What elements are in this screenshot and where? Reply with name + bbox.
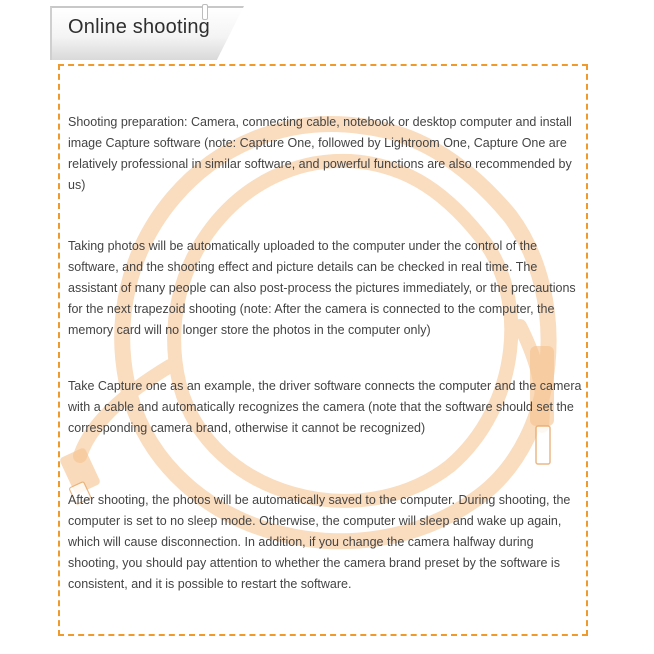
paragraph-auto-upload: Taking photos will be automatically uploaded to the computer under the control of the software, and the shooting effect and picture details can be checked in real time. The assistant of many people can also post-process the pictures immediately, or the precautions for the next trapezoid shooting (note: After the camera is connected to the computer, the memory card will no longer store the photos in the computer only) xyxy=(68,239,576,337)
paragraph-after-shooting: After shooting, the photos will be automatically saved to the computer. During shooting, the computer is set to no sleep mode. Otherwise, the computer will sleep and wake up again, which will cause disconnection. In addition, if you change the camera halfway during shooting, you should pay attention to whether the camera brand preset by the software is consistent, and it is possible to restart the software. xyxy=(68,493,571,591)
content-box xyxy=(58,64,588,636)
paragraph-capture-one-example: Take Capture one as an example, the driver software connects the computer and the camera with a cable and automatically recognizes the camera (note that the software should set the corresponding camera brand, otherwise it cannot be recognized) xyxy=(68,379,582,435)
paragraph-shooting-preparation: Shooting preparation: Camera, connecting cable, notebook or desktop computer and install image Capture software (note: Capture One, followed by Lightroom One, Capture One are relatively professional in similar software, and powerful functions are also recommended by us) xyxy=(68,115,572,192)
page-title: Online shooting xyxy=(68,16,210,38)
